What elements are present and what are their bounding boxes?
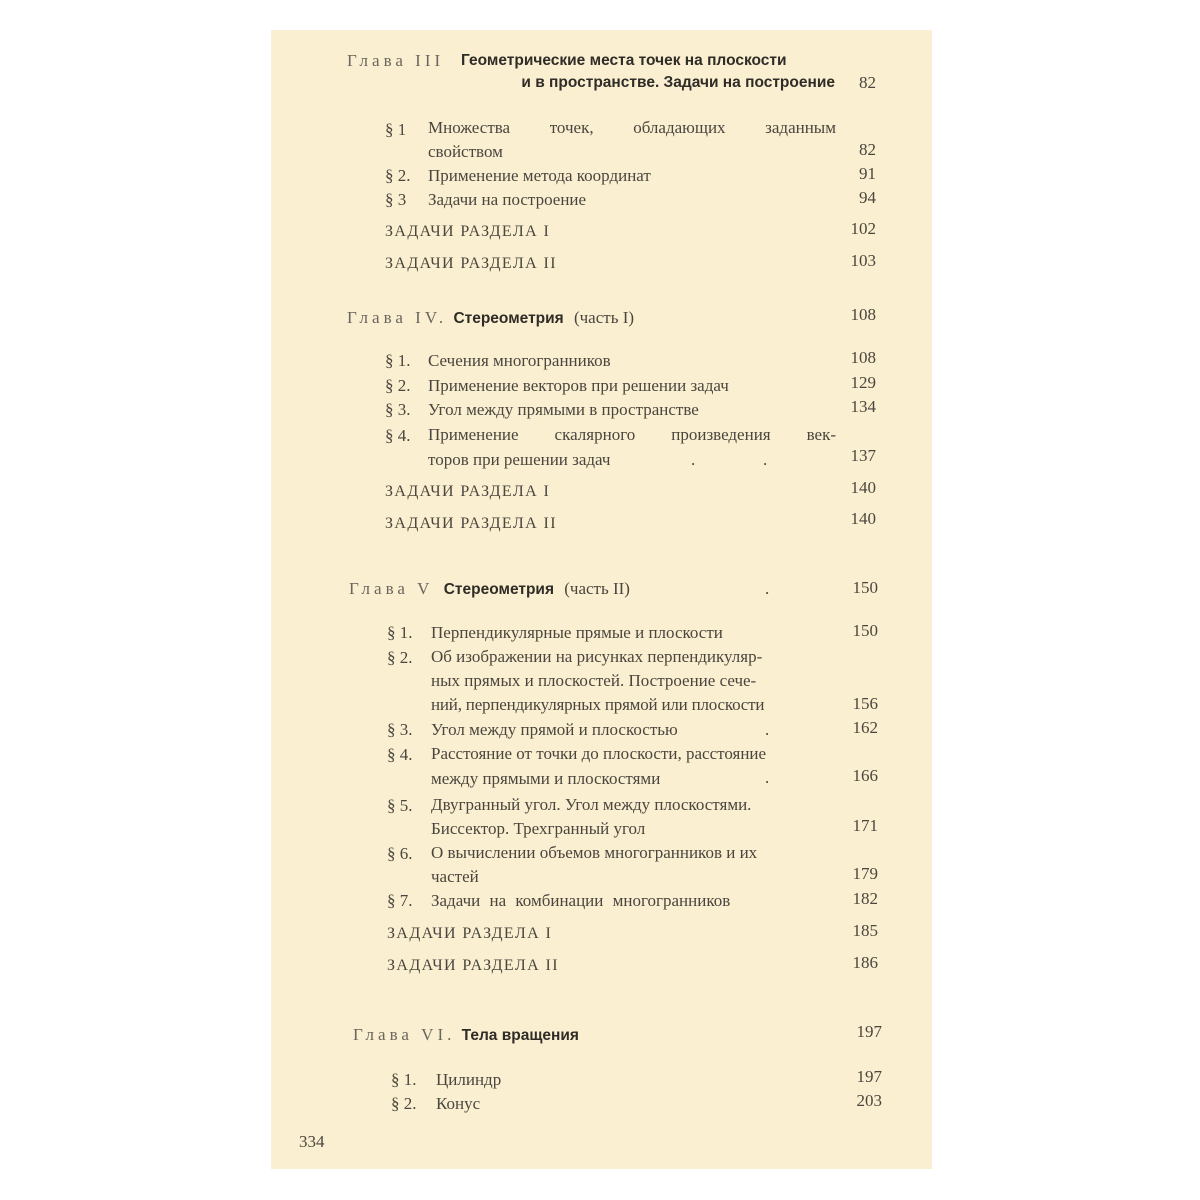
section-number: § 4. — [387, 745, 413, 764]
section-number: § 5. — [387, 796, 413, 815]
chapter-4-heading — [347, 307, 634, 330]
problems-section-2: ЗАДАЧИ РАЗДЕЛА II — [387, 957, 559, 974]
problems-page: 102 — [850, 219, 876, 238]
section-title-line-2: частей — [431, 867, 479, 886]
section-page: 197 — [856, 1067, 882, 1086]
chapter-4-page: 108 — [850, 305, 876, 324]
chapter-part: (часть I) — [573, 308, 635, 327]
section-number: § 2. — [387, 648, 413, 667]
page-number: 334 — [299, 1132, 325, 1151]
chapter-part: (часть II) — [564, 579, 630, 598]
chapter-label: Глава V — [349, 579, 434, 598]
section-title: Угол между прямой и плоскостью — [431, 720, 678, 739]
problems-page: 140 — [850, 509, 876, 528]
chapter-3-title-line-1: Геометрические места точек на плоскости — [461, 52, 787, 69]
section-title-line-2: свойством — [428, 142, 503, 161]
section-title-line-2: между прямыми и плоскостями — [431, 769, 661, 788]
section-title: Цилиндр — [436, 1070, 502, 1089]
section-number: § 1. — [391, 1070, 417, 1089]
section-page: 150 — [852, 621, 878, 640]
problems-page: 103 — [850, 251, 876, 270]
section-title-line-2: торов при решении задач — [428, 450, 611, 469]
problems-section-2: ЗАДАЧИ РАЗДЕЛА II — [385, 515, 557, 532]
leader-dot: . — [763, 450, 768, 469]
section-number: § 3. — [385, 400, 411, 419]
problems-page: 140 — [850, 478, 876, 497]
leader-dot: . — [691, 450, 696, 469]
section-title-line-1: Расстояние от точки до плоскости, расстояние — [431, 744, 767, 763]
section-title-line-1: Применение скалярного произведения век- — [428, 425, 836, 444]
section-number: § 1 — [385, 120, 407, 139]
section-title-line-1: О вычислении объемов многогранников и их — [431, 843, 758, 862]
section-page: 162 — [852, 718, 878, 737]
section-page: 171 — [852, 816, 878, 835]
section-number: § 1. — [385, 351, 411, 370]
problems-page: 186 — [852, 953, 878, 972]
problems-section-1: ЗАДАЧИ РАЗДЕЛА I — [387, 925, 553, 942]
section-title: Сечения многогранников — [428, 351, 611, 370]
leader-dot: . — [765, 720, 770, 739]
chapter-title: Тела вращения — [461, 1027, 579, 1044]
section-title-line-3: ний, перпендикулярных прямой или плоскости — [431, 695, 765, 714]
section-page: 179 — [852, 864, 878, 883]
leader-dot: . — [765, 579, 770, 598]
section-page: 94 — [859, 188, 876, 207]
book-page — [271, 30, 932, 1169]
section-page: 82 — [859, 140, 876, 159]
section-page: 91 — [859, 164, 876, 183]
chapter-label: Глава III — [347, 51, 445, 70]
chapter-3-heading — [347, 50, 444, 72]
chapter-3-page: 82 — [859, 73, 876, 92]
section-page: 203 — [856, 1091, 882, 1110]
section-title: Задачи на построение — [428, 190, 587, 209]
chapter-title: Стереометрия — [453, 310, 564, 327]
problems-page: 185 — [852, 921, 878, 940]
section-number: § 2. — [385, 376, 411, 395]
section-title: Применение метода координат — [428, 166, 651, 185]
chapter-5-heading — [349, 578, 630, 601]
section-title: Применение векторов при решении задач — [428, 376, 729, 395]
section-title: Задачи на комбинации многогранников — [431, 891, 731, 910]
section-number: § 3 — [385, 190, 407, 209]
section-title-line-2: Биссектор. Трехгранный угол — [431, 819, 646, 838]
section-title-line-1: Об изображении на рисунках перпендикуляр- — [431, 647, 763, 666]
section-number: § 3. — [387, 720, 413, 739]
section-page: 182 — [852, 889, 878, 908]
chapter-6-heading — [353, 1024, 579, 1047]
section-page: 137 — [850, 446, 876, 465]
section-title-line-1: Двугранный угол. Угол между плоскостями. — [431, 795, 752, 814]
section-page: 129 — [850, 373, 876, 392]
chapter-label: Глава IV. — [347, 308, 448, 327]
section-title-line-2: ных прямых и плоскостей. Построение сече- — [431, 671, 757, 690]
chapter-title: Стереометрия — [443, 581, 554, 598]
section-title: Конус — [436, 1094, 481, 1113]
problems-section-1: ЗАДАЧИ РАЗДЕЛА I — [385, 483, 551, 500]
section-number: § 1. — [387, 623, 413, 642]
problems-section-2: ЗАДАЧИ РАЗДЕЛА II — [385, 255, 557, 272]
section-number: § 2. — [391, 1094, 417, 1113]
section-number: § 4. — [385, 426, 411, 445]
leader-dot: . — [765, 768, 770, 787]
section-page: 134 — [850, 397, 876, 416]
section-number: § 7. — [387, 891, 413, 910]
section-title: Перпендикулярные прямые и плоскости — [431, 623, 723, 642]
section-page: 108 — [850, 348, 876, 367]
chapter-5-page: 150 — [852, 578, 878, 597]
chapter-3-title-line-2: и в пространстве. Задачи на построение — [521, 74, 835, 91]
section-page: 166 — [852, 766, 878, 785]
section-number: § 2. — [385, 166, 411, 185]
section-title: Угол между прямыми в пространстве — [428, 400, 699, 419]
section-page: 156 — [852, 694, 878, 713]
section-title-line-1: Множества точек, обладающих заданным — [428, 118, 836, 137]
chapter-label: Глава VI. — [353, 1025, 456, 1044]
section-number: § 6. — [387, 844, 413, 863]
problems-section-1: ЗАДАЧИ РАЗДЕЛА I — [385, 223, 551, 240]
chapter-6-page: 197 — [856, 1022, 882, 1041]
